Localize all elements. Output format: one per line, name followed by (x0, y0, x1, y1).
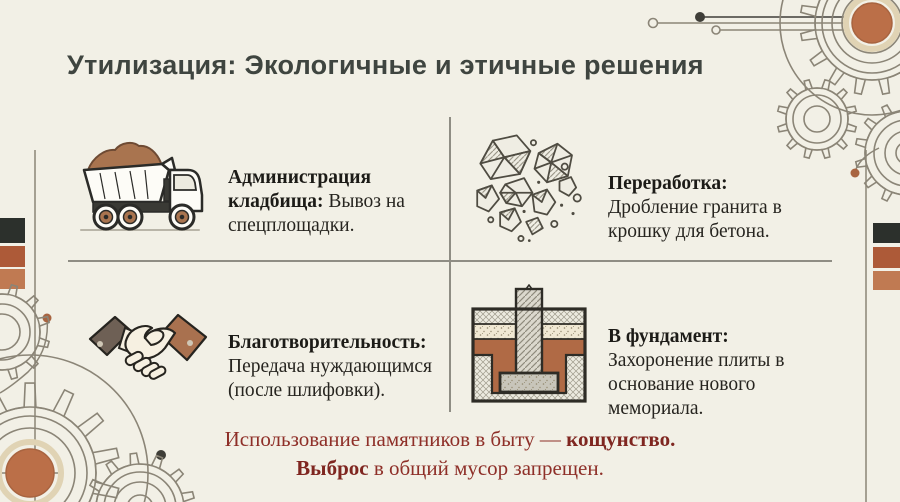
swatch-copper-left (0, 269, 25, 289)
slide-title: Утилизация: Экологичные и этичные решения (67, 50, 704, 80)
footer-line-1 (100, 425, 800, 454)
footer-text: Использование памятников в быту — (224, 427, 567, 451)
card-heading: Администрация кладбища: (228, 166, 372, 212)
handshake-icon (85, 298, 215, 403)
decor-curve (0, 318, 47, 393)
swatch-dark-right (873, 223, 900, 243)
swatch-rust-right (873, 247, 900, 268)
circuit-dot-open (712, 26, 720, 34)
card-body: Захоронение плиты в основание нового мемориала. (608, 349, 785, 419)
footer-warning (100, 425, 800, 483)
decor-curve (856, 148, 879, 169)
footer-text: в общий мусор запрещен. (368, 456, 604, 480)
footer-line-2 (100, 454, 800, 483)
card-recycling-text (608, 172, 820, 244)
foundation-icon (465, 284, 593, 413)
swatch-rust-left (0, 246, 25, 267)
dump-truck-icon (75, 137, 205, 242)
swatch-dark-left (0, 218, 25, 243)
circuit-dot-open (649, 19, 658, 28)
card-heading: Переработка: (608, 172, 728, 194)
card-foundation-text (608, 325, 828, 421)
card-body: Вывоз на спецплощадки. (228, 190, 405, 236)
circuit-dot-filled (695, 12, 705, 22)
card-cemetery-admin-text (228, 166, 438, 238)
granite-rubble-icon (472, 130, 597, 250)
card-body: Дробление гранита в крошку для бетона. (608, 196, 782, 242)
copper-dot (43, 314, 52, 323)
card-charity-text (228, 331, 463, 403)
card-heading: В фундамент: (608, 325, 729, 347)
footer-bold: Выброс (296, 456, 369, 480)
card-body: Передача нуждающимся (после шлифовки). (228, 355, 432, 401)
swatch-copper-right (873, 271, 900, 290)
footer-bold: кощунство. (566, 427, 676, 451)
card-heading: Благотворительность: (228, 331, 427, 353)
copper-dot (851, 169, 860, 178)
